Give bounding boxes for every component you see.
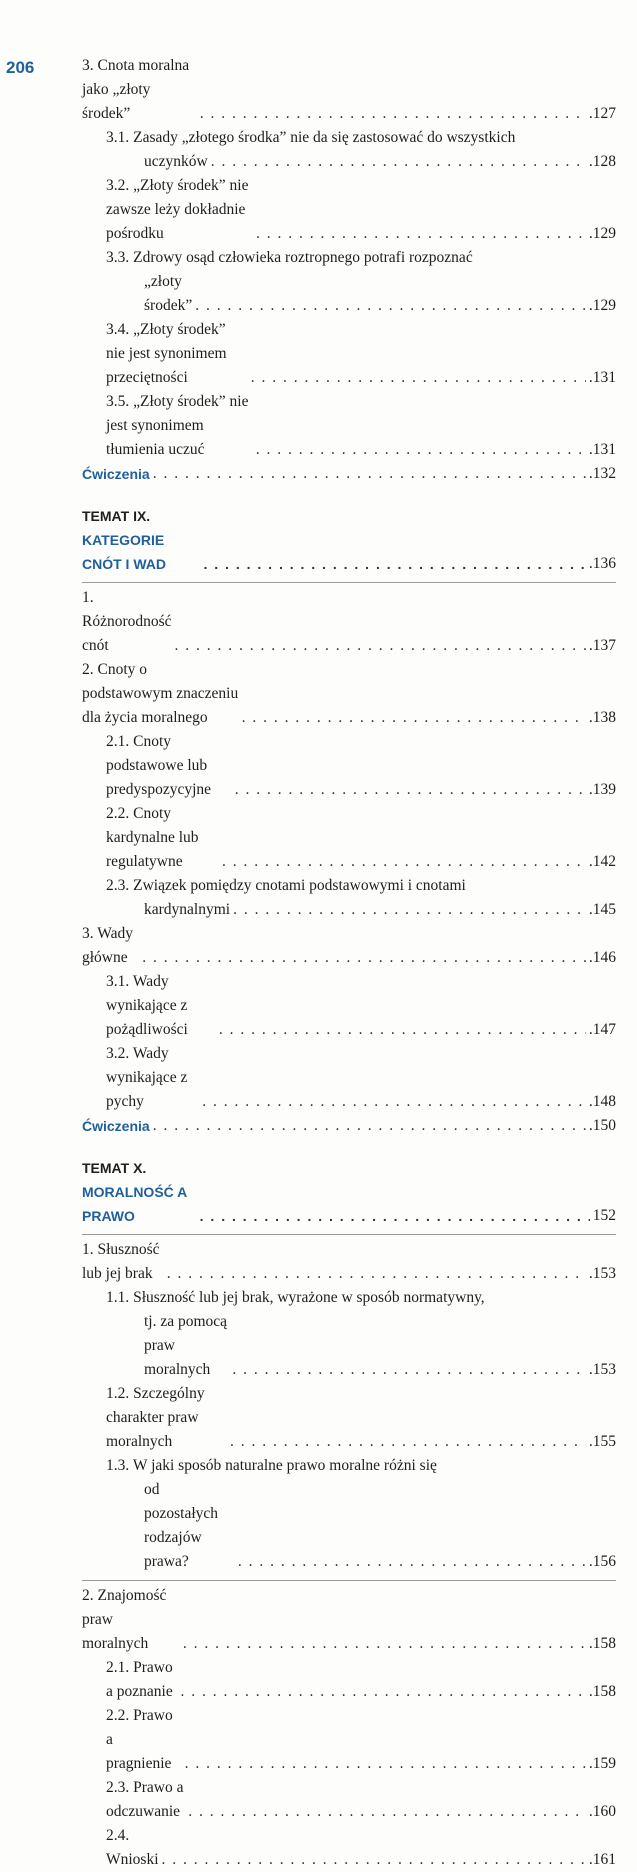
toc-entry-page: .129 <box>588 225 616 242</box>
chapter-page: .136 <box>588 555 616 572</box>
toc-entry-page: .155 <box>588 1433 616 1450</box>
dot-leader <box>200 1204 590 1228</box>
toc-entry <box>82 658 616 730</box>
toc-entry-title: 3.1. Wady wynikające z pożądliwości <box>106 973 188 1038</box>
toc-entry-page: .156 <box>588 1553 616 1570</box>
toc-entry-title: 2.4. Wnioski <box>106 1827 159 1868</box>
toc-entry-title: 2.1. Cnoty podstawowe lub predyspozycyjne <box>106 733 212 798</box>
toc-entry <box>82 922 616 970</box>
dot-leader <box>232 1358 586 1382</box>
toc-entry-title: 2.2. Cnoty kardynalne lub regulatywne <box>106 805 199 870</box>
dot-leader <box>175 634 586 658</box>
dot-leader <box>251 366 586 390</box>
toc-entry-page: .138 <box>588 709 616 726</box>
toc-entry-page: .158 <box>588 1683 616 1700</box>
exercises-label: Ćwiczenia <box>82 1118 150 1134</box>
toc-entry <box>82 318 616 390</box>
toc-entry <box>82 1704 616 1776</box>
toc-entry-title: 2.1. Prawo a poznanie <box>106 1659 173 1700</box>
toc-entry-title: uczynków <box>144 153 208 170</box>
chapter-number: TEMAT IX. <box>82 508 151 524</box>
toc-entry-title: 2. Znajomość praw moralnych <box>82 1587 167 1652</box>
dot-leader <box>203 552 585 576</box>
toc-entry-title: kardynalnymi <box>144 901 231 918</box>
toc-entry-title: 1. Różnorodność cnót <box>82 589 172 654</box>
toc-entry-title: 3.4. „Złoty środek” nie jest synonimem przeciętności <box>106 321 227 386</box>
toc-entry-line: 2.3. Związek pomiędzy cnotami podstawowymi i cnotami <box>106 877 466 894</box>
dot-leader <box>238 1550 586 1574</box>
toc-entry-title: 3. Cnota moralna jako „złoty środek” <box>82 57 190 122</box>
toc-entry <box>82 730 616 802</box>
dot-leader <box>202 1090 586 1114</box>
toc-entry-page: .139 <box>588 781 616 798</box>
toc-entry-page: .137 <box>588 637 616 654</box>
dot-leader <box>188 1800 586 1824</box>
dot-leader <box>222 850 586 874</box>
toc-entry-title: 3.5. „Złoty środek” nie jest synonimem tłumienia uczuć <box>106 393 249 458</box>
toc-entry-page: .147 <box>588 1021 616 1038</box>
dot-leader <box>153 1114 586 1138</box>
toc-entry-page: .127 <box>588 105 616 122</box>
toc-entry <box>82 1382 616 1454</box>
toc-entry-page: .159 <box>588 1755 616 1772</box>
toc-entry-page: .161 <box>588 1851 616 1868</box>
page-number: 206 <box>6 58 35 77</box>
toc-entry-page: .153 <box>588 1361 616 1378</box>
dot-leader <box>242 706 586 730</box>
dot-leader <box>180 1680 585 1704</box>
dot-leader <box>195 294 586 318</box>
divider <box>82 1234 616 1235</box>
toc-entry <box>82 54 616 126</box>
toc-entry-page: .145 <box>588 901 616 918</box>
toc-entry-title: 3. Wady główne <box>82 925 133 966</box>
toc-entry-line: 1.3. W jaki sposób naturalne prawo moralne różni się <box>106 1457 437 1474</box>
toc-entry-title: 3.2. Wady wynikające z pychy <box>106 1045 188 1110</box>
toc-entry <box>82 390 616 462</box>
divider <box>82 582 616 583</box>
toc-entry-title: tj. za pomocą praw moralnych <box>144 1313 228 1378</box>
toc-entry-page: .150 <box>588 1117 616 1134</box>
chapter-heading <box>82 1156 616 1228</box>
chapter-title: MORALNOŚĆ A PRAWO <box>82 1184 187 1224</box>
toc-entry-page: .131 <box>588 369 616 386</box>
toc-entry <box>82 1042 616 1114</box>
dot-leader <box>167 1262 586 1286</box>
toc-entry-page: .146 <box>588 949 616 966</box>
toc-entry <box>82 1656 616 1704</box>
dot-leader <box>211 150 586 174</box>
toc-entry-title: 2. Cnoty o podstawowym znaczeniu dla życia moralnego <box>82 661 239 726</box>
toc-entry-title: 2.3. Prawo a odczuwanie <box>106 1779 184 1820</box>
toc-entry <box>82 174 616 246</box>
toc-entry-page: .158 <box>588 1635 616 1652</box>
toc-entry-line: 3.1. Zasady „złotego środka” nie da się zastosować do wszystkich <box>106 129 516 146</box>
toc-entry <box>82 1824 616 1872</box>
toc-entry-title: „złoty środek” <box>144 273 193 314</box>
toc-entry <box>82 1584 616 1656</box>
chapter-page: 152 <box>592 1207 616 1224</box>
toc-entry <box>82 270 616 318</box>
dot-leader <box>162 1848 586 1872</box>
toc-entry-exercises <box>82 462 616 486</box>
toc-entry-title: od pozostałych rodzajów prawa? <box>144 1481 219 1570</box>
toc-entry <box>82 586 616 658</box>
dot-leader <box>185 1752 586 1776</box>
toc-entry-page: .132 <box>588 465 616 482</box>
dot-leader <box>233 898 586 922</box>
dot-leader <box>219 1018 586 1042</box>
toc-entry-page: .131 <box>588 441 616 458</box>
toc-entry-page: .153 <box>588 1265 616 1282</box>
toc-entry <box>82 898 616 922</box>
toc-entry <box>82 1478 616 1574</box>
toc-entry-title: 1. Słuszność lub jej brak <box>82 1241 160 1282</box>
dot-leader <box>153 462 586 486</box>
toc-entry-page: .142 <box>588 853 616 870</box>
toc-entry-page: .129 <box>588 297 616 314</box>
dot-leader <box>183 1632 586 1656</box>
toc-entry-page: .148 <box>588 1093 616 1110</box>
toc-entry-line: 1.1. Słuszność lub jej brak, wyrażone w sposób normatywny, <box>106 1289 485 1306</box>
dot-leader <box>235 778 586 802</box>
divider <box>82 1580 616 1581</box>
chapter-number: TEMAT X. <box>82 1160 147 1176</box>
toc-entry-exercises <box>82 1114 616 1138</box>
table-of-contents <box>82 54 616 1872</box>
chapter-title: KATEGORIE CNÓT I WAD <box>82 532 166 572</box>
dot-leader <box>200 102 586 126</box>
toc-entry <box>82 1238 616 1286</box>
toc-entry-line: 3.3. Zdrowy osąd człowieka roztropnego potrafi rozpoznać <box>106 249 473 266</box>
toc-entry <box>82 150 616 174</box>
toc-entry-page: .160 <box>588 1803 616 1820</box>
toc-entry <box>82 1310 616 1382</box>
toc-entry-title: 1.2. Szczególny charakter praw moralnych <box>106 1385 205 1450</box>
toc-entry-title: 3.2. „Złoty środek” nie zawsze leży dokładnie pośrodku <box>106 177 249 242</box>
toc-entry-page: .128 <box>588 153 616 170</box>
toc-entry <box>82 970 616 1042</box>
dot-leader <box>256 438 586 462</box>
toc-entry <box>82 1776 616 1824</box>
exercises-label: Ćwiczenia <box>82 466 150 482</box>
dot-leader <box>142 946 586 970</box>
dot-leader <box>230 1430 586 1454</box>
dot-leader <box>256 222 586 246</box>
chapter-heading <box>82 504 616 576</box>
toc-entry <box>82 802 616 874</box>
toc-entry-title: 2.2. Prawo a pragnienie <box>106 1707 173 1772</box>
